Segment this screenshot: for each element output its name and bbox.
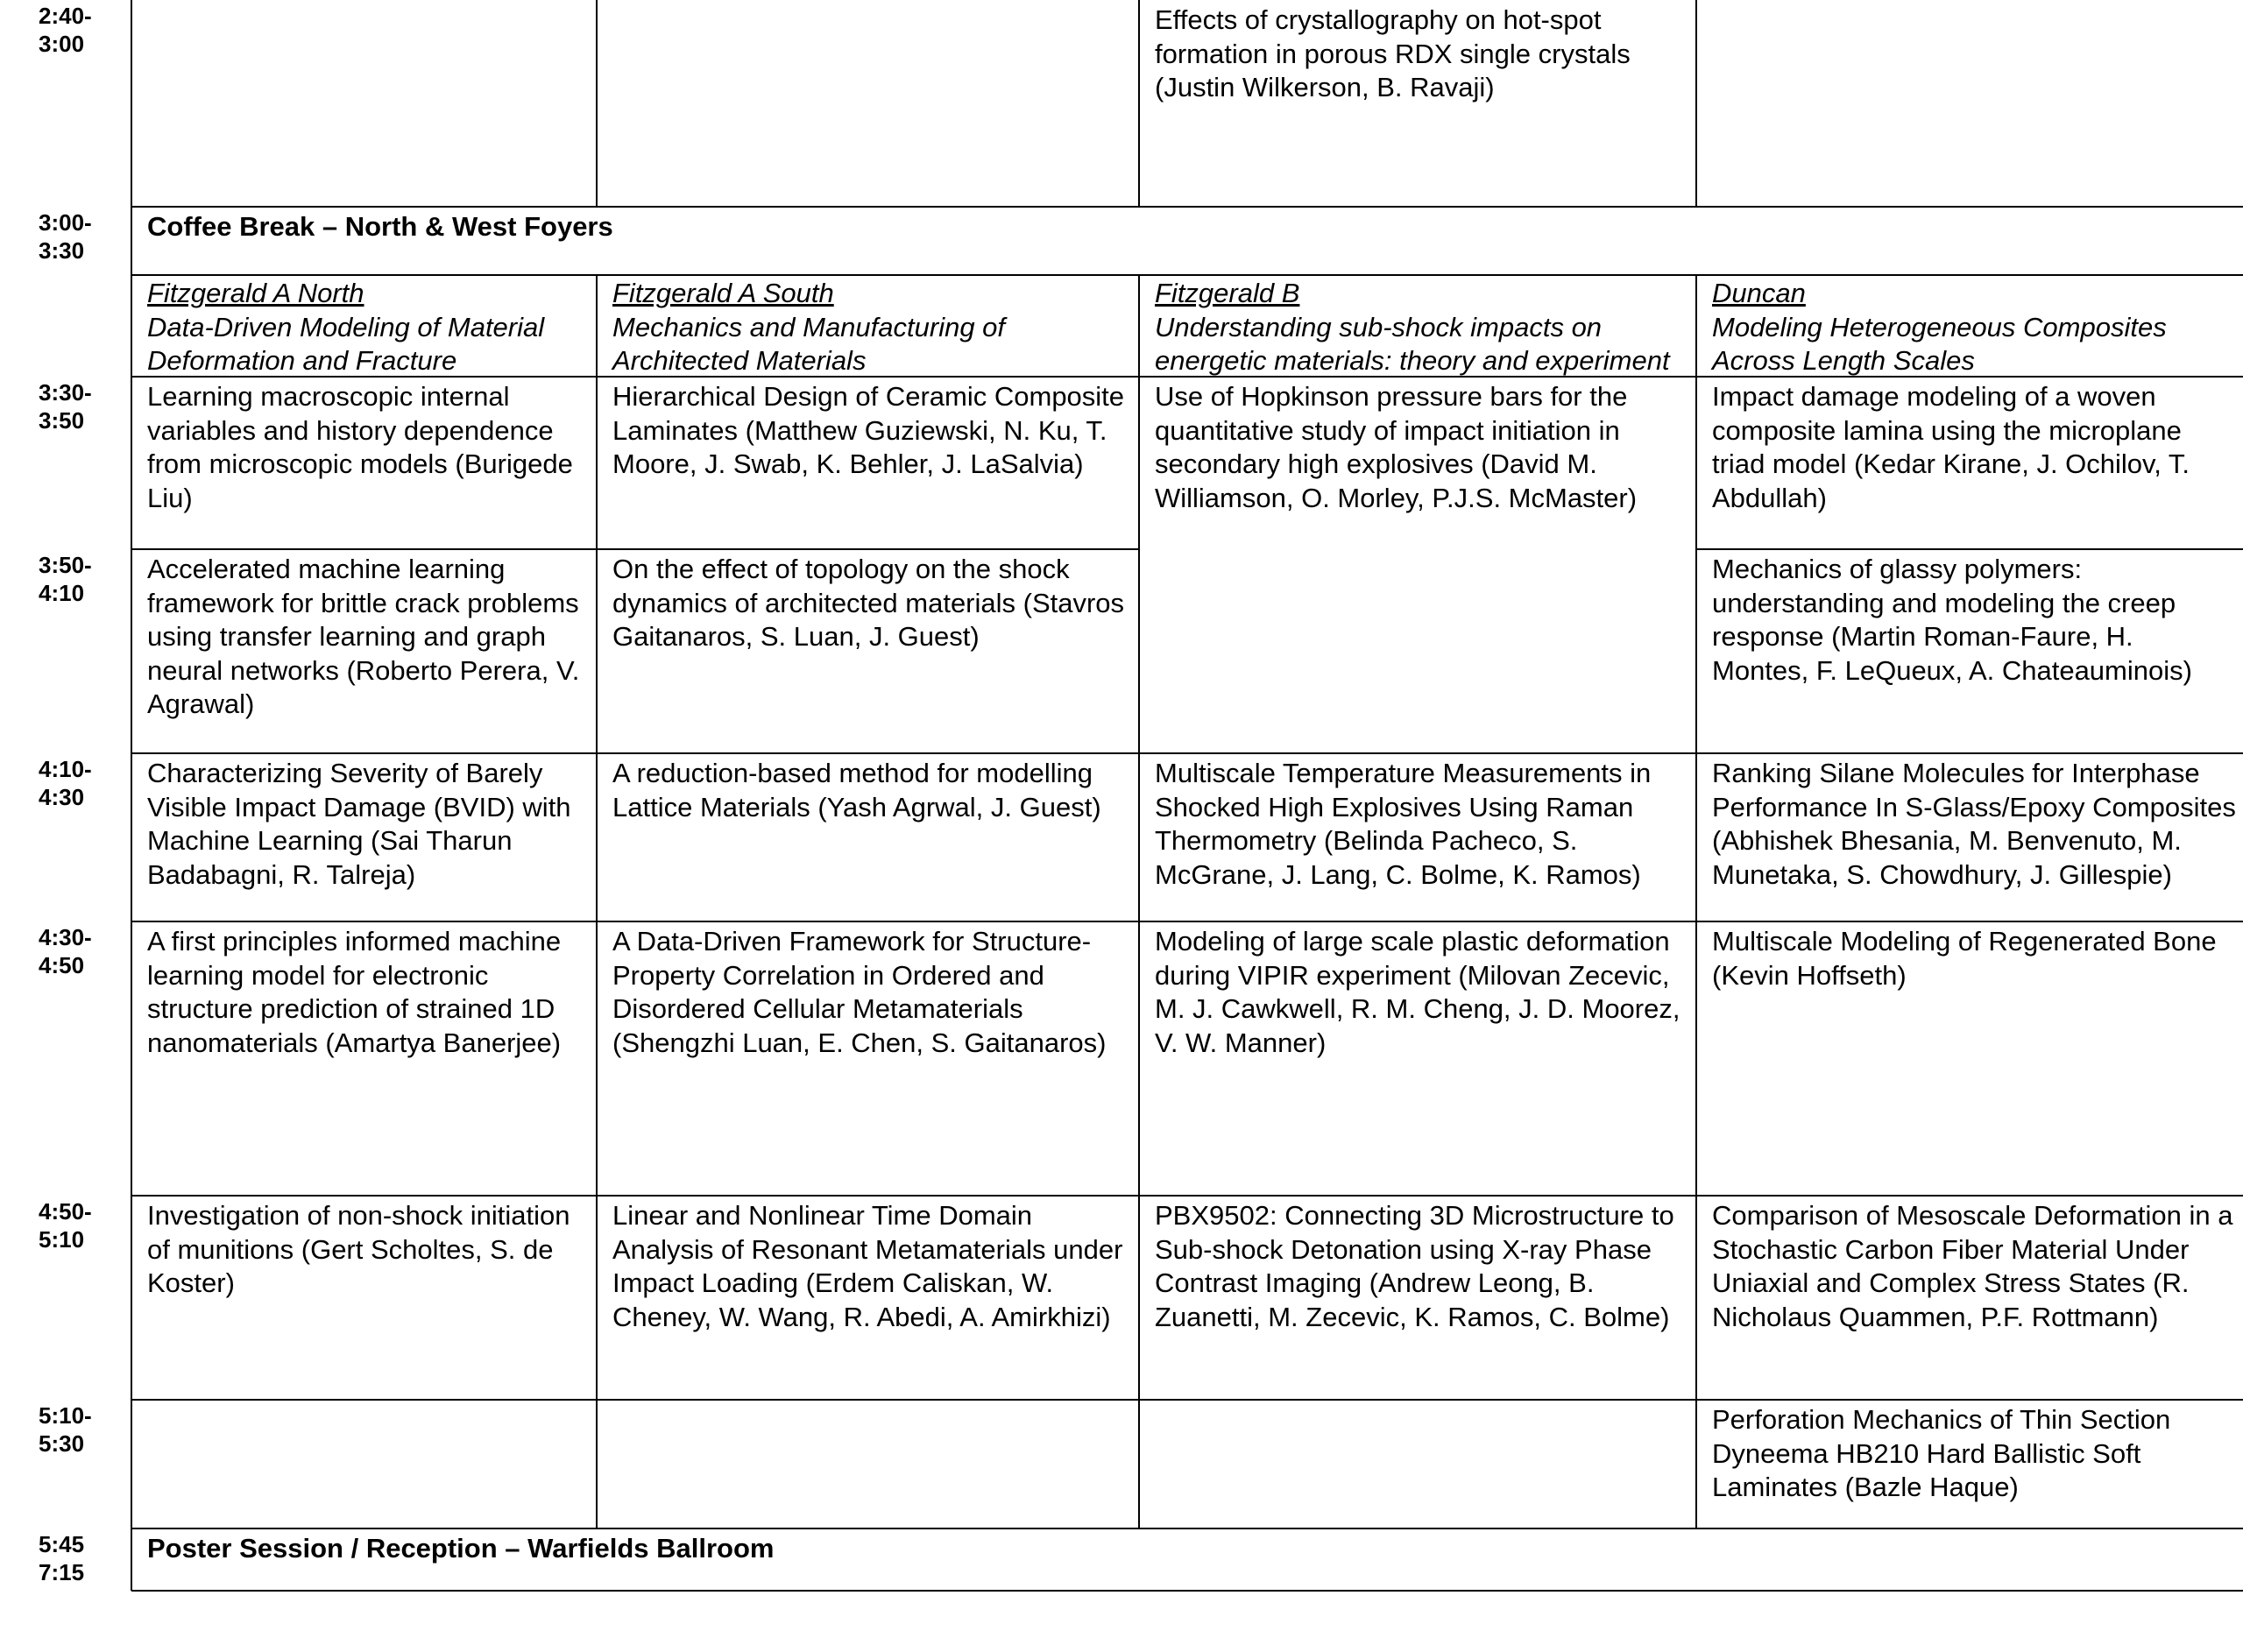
grid-line <box>131 0 132 1591</box>
grid-line <box>596 275 598 1528</box>
grid-line <box>1138 275 1140 1528</box>
time-label-line: 4:30- <box>39 924 92 950</box>
time-label-line: 5:10- <box>39 1402 92 1429</box>
time-label-line: 3:00 <box>39 31 85 57</box>
grid-line <box>131 274 2243 276</box>
time-label-line: 5:10 <box>39 1226 85 1253</box>
talk-cell: Mechanics of glassy polymers: understanding and modeling the creep response (Martin Roman-Faure, H. Montes, F. LeQueux, A. Chateauminois) <box>1712 554 2192 686</box>
talk-cell <box>131 0 597 207</box>
grid-line <box>131 376 2243 378</box>
talk-cell <box>597 0 1139 207</box>
grid-line <box>131 1528 2243 1529</box>
session-title: Mechanics and Manufacturing of Architected Materials <box>612 311 1006 376</box>
talk-cell: A reduction-based method for modelling Lattice Materials (Yash Agrwal, J. Guest) <box>612 758 1101 822</box>
time-label-line: 5:45 <box>39 1531 85 1557</box>
time-label <box>39 755 126 811</box>
talk-cell: Comparison of Mesoscale Deformation in a Stochastic Carbon Fiber Material Under Uniaxial and Complex Stress States (R. Nicholaus Quammen, P.F. Rottmann) <box>1712 1200 2233 1332</box>
grid-line <box>131 1399 2243 1401</box>
session-header <box>1139 275 1696 377</box>
grid-line <box>596 0 598 207</box>
time-label <box>39 378 126 434</box>
session-header <box>1696 275 2243 377</box>
time-label-line: 4:50- <box>39 1198 92 1225</box>
time-label <box>39 2 126 58</box>
grid-line <box>1138 0 1140 207</box>
talk-cell: Accelerated machine learning framework for brittle crack problems using transfer learning and graph neural networks (Roberto Perera, V. Agrawal) <box>147 554 580 719</box>
banner-cell: Poster Session / Reception – Warfields Ballroom <box>147 1533 775 1564</box>
talk-cell: A Data-Driven Framework for Structure-Property Correlation in Ordered and Disordered Cellular Metamaterials (Shengzhi Luan, E. Chen, S. Gaitanaros) <box>612 926 1107 1058</box>
time-label-line: 2:40- <box>39 3 92 29</box>
talk-cell: Characterizing Severity of Barely Visible Impact Damage (BVID) with Machine Learning (Sai Tharun Badabagni, R. Talreja) <box>147 758 571 890</box>
talk-cell: Multiscale Modeling of Regenerated Bone (Kevin Hoffseth) <box>1712 926 2217 991</box>
talk-cell: Ranking Silane Molecules for Interphase Performance In S-Glass/Epoxy Composites (Abhishek Bhesania, M. Benvenuto, M. Munetaka, S. Chowdhury, J. Gillespie) <box>1712 758 2236 890</box>
room-name: Fitzgerald B <box>1155 278 1300 308</box>
time-label-line: 3:50- <box>39 552 92 578</box>
session-header <box>597 275 1139 377</box>
time-label-line: 3:30 <box>39 237 85 264</box>
grid-line <box>1696 548 2243 550</box>
talk-cell: Hierarchical Design of Ceramic Composite Laminates (Matthew Guziewski, N. Ku, T. Moore, J. Swab, K. Behler, J. LaSalvia) <box>612 381 1125 479</box>
time-label <box>39 551 126 607</box>
grid-line <box>1695 0 1697 207</box>
talk-cell: Learning macroscopic internal variables and history dependence from microscopic models (Burigede Liu) <box>147 381 573 513</box>
session-header <box>131 275 597 377</box>
time-label-line: 3:00- <box>39 209 92 236</box>
talk-cell: Linear and Nonlinear Time Domain Analysis of Resonant Metamaterials under Impact Loading (Erdem Caliskan, W. Cheney, W. Wang, R. Abedi, A. Amirkhizi) <box>612 1200 1123 1332</box>
grid-line <box>131 921 2243 922</box>
grid-line <box>131 1590 2243 1592</box>
time-label <box>39 208 126 265</box>
session-title: Data-Driven Modeling of Material Deformation and Fracture <box>147 311 545 376</box>
room-name: Duncan <box>1712 278 1806 308</box>
time-label-line: 4:30 <box>39 784 85 810</box>
time-label-line: 4:10- <box>39 756 92 782</box>
banner-cell: Coffee Break – North & West Foyers <box>147 211 613 242</box>
time-label-line: 3:50 <box>39 407 85 434</box>
talk-cell: Multiscale Temperature Measurements in Shocked High Explosives Using Raman Thermometry (Belinda Pacheco, S. McGrane, J. Lang, C. Bolme, K. Ramos) <box>1155 758 1652 890</box>
talk-cell: Use of Hopkinson pressure bars for the quantitative study of impact initiation in secondary high explosives (David M. Williamson, O. Morley, P.J.S. McMaster) <box>1155 381 1638 513</box>
talk-cell: Effects of crystallography on hot-spot formation in porous RDX single crystals (Justin Wilkerson, B. Ravaji) <box>1155 4 1631 102</box>
grid-line <box>1695 275 1697 1528</box>
talk-cell: Investigation of non-shock initiation of munitions (Gert Scholtes, S. de Koster) <box>147 1200 570 1298</box>
time-label <box>39 1401 126 1458</box>
time-label <box>39 1530 126 1586</box>
grid-line <box>131 206 2243 208</box>
room-name: Fitzgerald A North <box>147 278 364 308</box>
time-label-line: 7:15 <box>39 1559 85 1585</box>
time-label <box>39 923 126 979</box>
time-label-line: 5:30 <box>39 1430 85 1457</box>
talk-cell <box>1139 1400 1696 1528</box>
talk-cell: Modeling of large scale plastic deformation during VIPIR experiment (Milovan Zecevic, M. J. Cawkwell, R. M. Cheng, J. D. Moorez, V. W. Manner) <box>1155 926 1680 1058</box>
grid-line <box>131 548 1139 550</box>
time-label-line: 4:50 <box>39 952 85 978</box>
session-title: Modeling Heterogeneous Composites Across Length Scales <box>1712 311 2167 376</box>
talk-cell: PBX9502: Connecting 3D Microstructure to Sub-shock Detonation using X-ray Phase Contrast Imaging (Andrew Leong, B. Zuanetti, M. Zecevic, K. Ramos, C. Bolme) <box>1155 1200 1674 1332</box>
talk-cell <box>1139 549 1696 753</box>
session-title: Understanding sub-shock impacts on energetic materials: theory and experiment <box>1155 311 1670 376</box>
grid-line <box>131 1195 2243 1197</box>
talk-cell: A first principles informed machine learning model for electronic structure prediction of strained 1D nanomaterials (Amartya Banerjee) <box>147 926 562 1058</box>
time-label-line: 3:30- <box>39 379 92 406</box>
time-label-line: 4:10 <box>39 580 85 606</box>
talk-cell: Impact damage modeling of a woven composite lamina using the microplane triad model (Kedar Kirane, J. Ochilov, T. Abdullah) <box>1712 381 2190 513</box>
talk-cell <box>597 1400 1139 1528</box>
room-name: Fitzgerald A South <box>612 278 834 308</box>
talk-cell <box>1696 0 2243 207</box>
talk-cell: Perforation Mechanics of Thin Section Dyneema HB210 Hard Ballistic Soft Laminates (Bazle Haque) <box>1712 1404 2171 1502</box>
talk-cell <box>131 1400 597 1528</box>
time-label <box>39 1197 126 1253</box>
talk-cell: On the effect of topology on the shock dynamics of architected materials (Stavros Gaitanaros, S. Luan, J. Guest) <box>612 554 1125 652</box>
grid-line <box>131 752 2243 754</box>
